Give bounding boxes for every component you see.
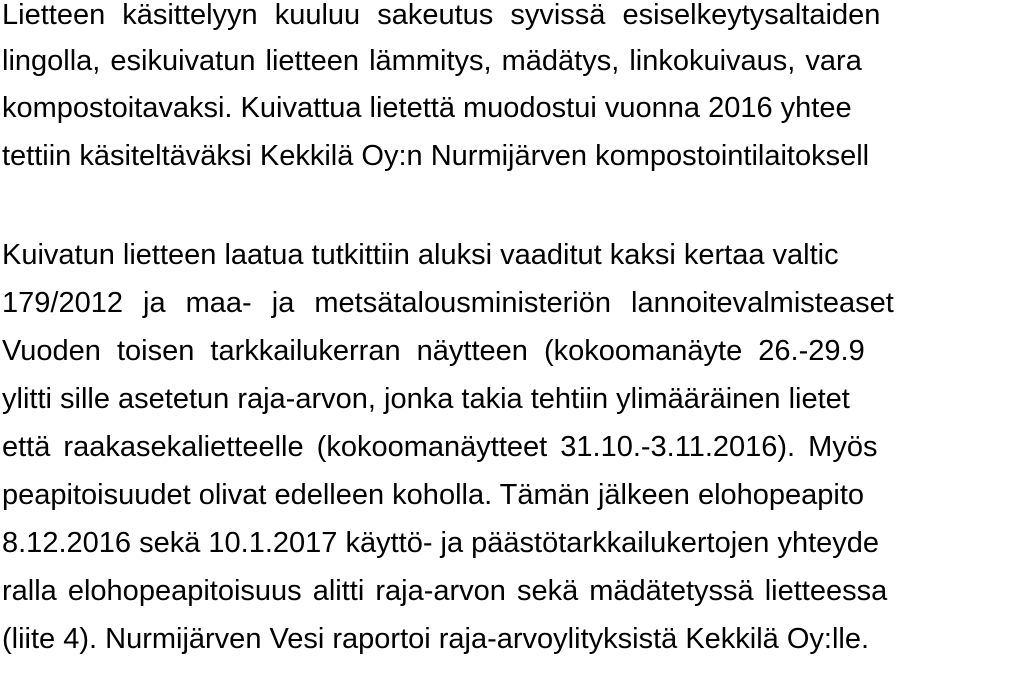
text-line: Vuoden toisen tarkkailukerran näytteen (kokoomanäyte 26.-29.9	[2, 335, 865, 367]
text-line: 179/2012 ja maa- ja metsätalousministeriön lannoitevalmisteaset	[2, 287, 894, 319]
text-line: ralla elohopeapitoisuus alitti raja-arvon sekä mädätetyssä lietteessa	[2, 575, 888, 607]
text-line: että raakasekalietteelle (kokoomanäytteet 31.10.-3.11.2016). Myös	[2, 431, 878, 463]
text-line: kompostoitavaksi. Kuivattua lietettä muodostui vuonna 2016 yhtee	[2, 92, 852, 124]
text-line: 8.12.2016 sekä 10.1.2017 käyttö- ja päästötarkkailukertojen yhteyde	[2, 527, 880, 559]
text-line: (liite 4). Nurmijärven Vesi raportoi raja-arvoylityksistä Kekkilä Oy:lle.	[2, 623, 870, 655]
text-line: peapitoisuudet olivat edelleen koholla. Tämän jälkeen elohopeapito	[2, 479, 865, 511]
text-line: Lietteen käsittelyyn kuuluu sakeutus syvissä esiselkeytysaltaiden	[2, 0, 881, 31]
text-line: Kuivatun lietteen laatua tutkittiin aluksi vaaditut kaksi kertaa valtic	[2, 239, 839, 271]
text-line: lingolla, esikuivatun lietteen lämmitys, mädätys, linkokuivaus, vara	[2, 45, 862, 77]
text-line: ylitti sille asetetun raja-arvon, jonka takia tehtiin ylimääräinen lietet	[2, 383, 850, 415]
text-line: tettiin käsiteltäväksi Kekkilä Oy:n Nurmijärven kompostointilaitoksell	[2, 140, 870, 172]
